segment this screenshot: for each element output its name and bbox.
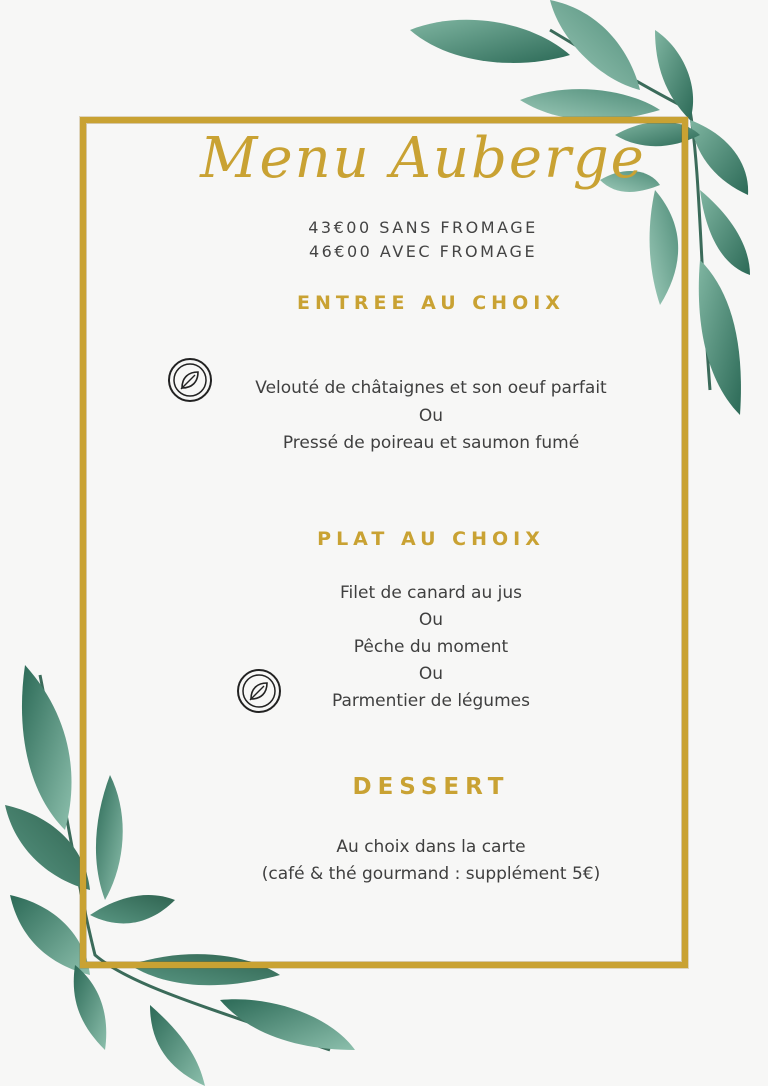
entree-separator: Ou (418, 406, 444, 426)
plat-item: Pêche du moment (353, 637, 509, 657)
plat-item: Parmentier de légumes (332, 691, 530, 711)
entree-item: Pressé de poireau et saumon fumé (282, 433, 580, 453)
plat-item: Filet de canard au jus (340, 583, 522, 603)
plat-separator: Ou (418, 664, 444, 684)
menu-title: Menu Auberge (200, 126, 646, 191)
plat-heading: PLAT AU CHOIX (317, 528, 545, 550)
entree-heading: ENTREE AU CHOIX (297, 292, 565, 314)
price-without-cheese: 43€00 SANS FROMAGE (308, 218, 538, 237)
entree-item: Velouté de châtaignes et son oeuf parfait (255, 378, 607, 398)
plat-separator: Ou (418, 610, 444, 630)
dessert-item: Au choix dans la carte (336, 837, 526, 857)
dessert-note: (café & thé gourmand : supplément 5€) (261, 864, 601, 884)
dessert-heading: DESSERT (352, 774, 510, 800)
price-with-cheese: 46€00 AVEC FROMAGE (308, 242, 538, 261)
